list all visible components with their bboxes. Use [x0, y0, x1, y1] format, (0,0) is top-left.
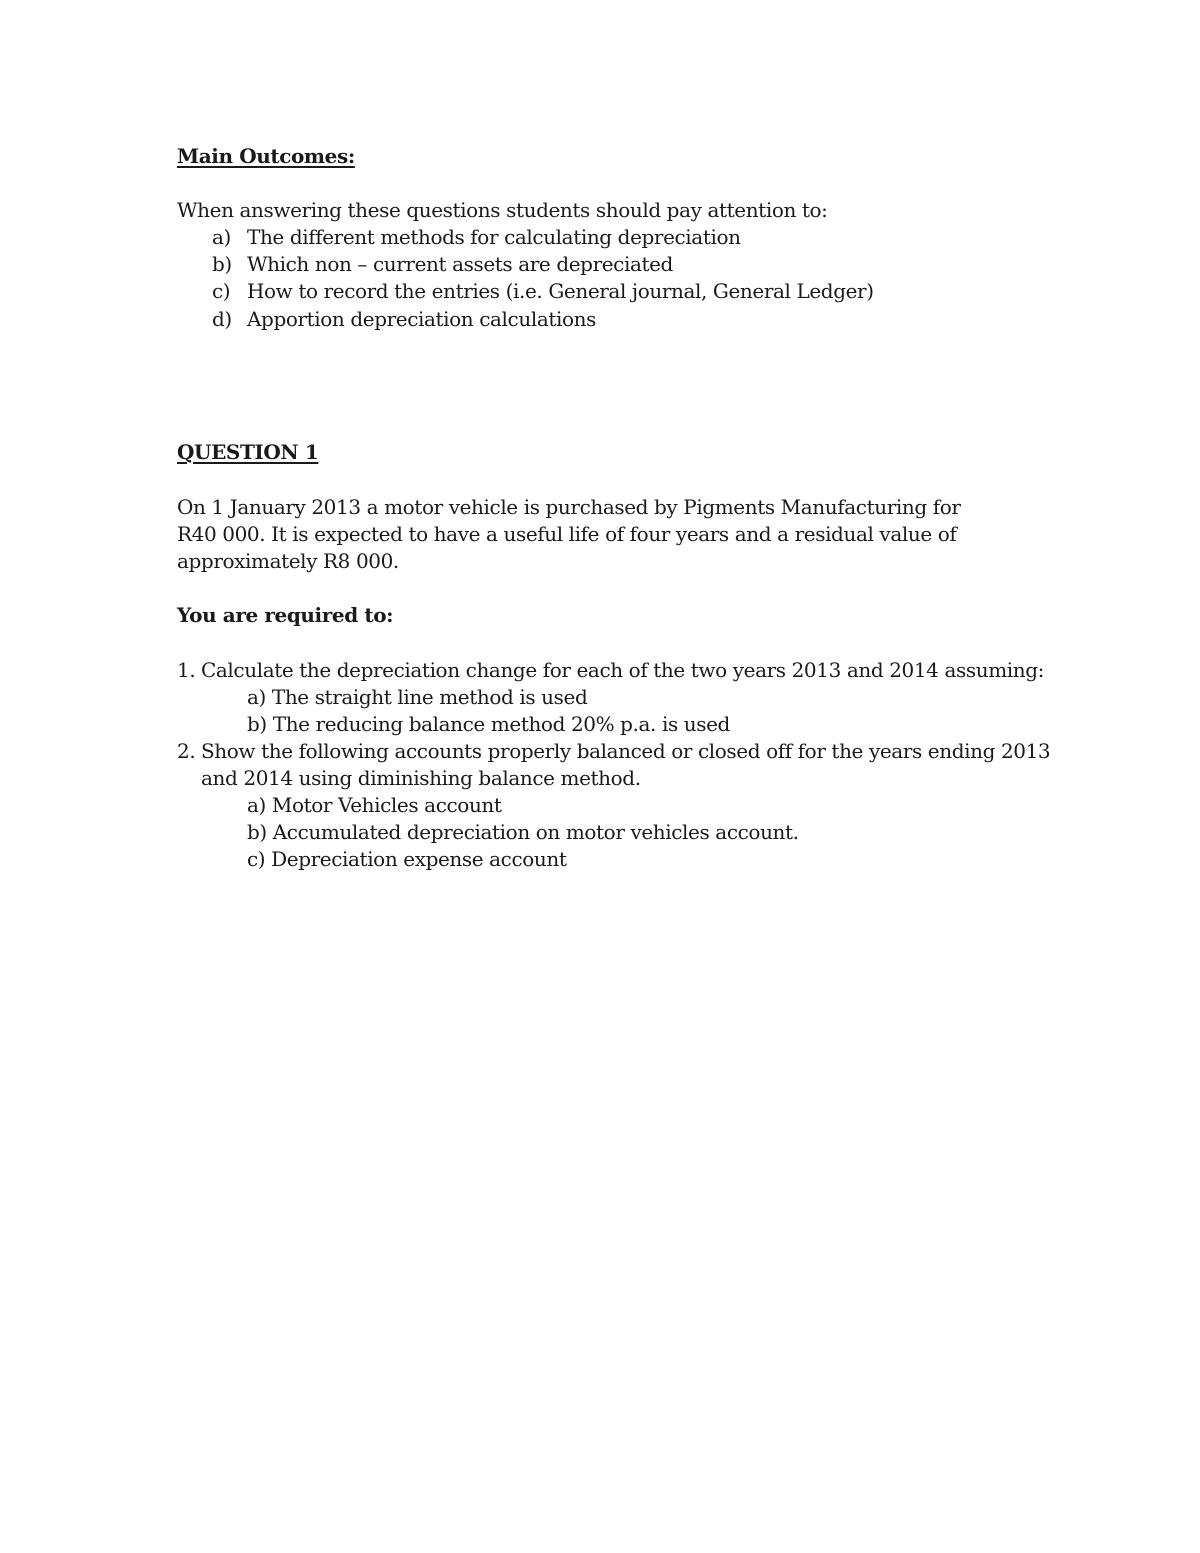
outcome-item-marker: b)	[212, 252, 232, 276]
outcome-item-text: Apportion depreciation calculations	[247, 307, 596, 331]
task-text: and 2014 using diminishing balance method.	[201, 766, 641, 790]
scenario-line: R40 000. It is expected to have a useful life of four years and a residual value of	[177, 522, 957, 546]
scenario-line: approximately R8 000.	[177, 549, 399, 573]
outcomes-heading: Main Outcomes:	[177, 144, 355, 168]
task-text: Calculate the depreciation change for each of the two years 2013 and 2014 assuming:	[201, 658, 1044, 682]
task-subitem: a) Motor Vehicles account	[247, 793, 502, 817]
task-marker: 2.	[177, 739, 196, 763]
outcome-item-marker: c)	[212, 279, 231, 303]
scenario-line: On 1 January 2013 a motor vehicle is purchased by Pigments Manufacturing for	[177, 495, 961, 519]
outcome-item-text: Which non – current assets are depreciated	[247, 252, 673, 276]
task-subitem: b) Accumulated depreciation on motor vehicles account.	[247, 820, 799, 844]
task-text: Show the following accounts properly balanced or closed off for the years ending 2013	[201, 739, 1051, 763]
task-marker: 1.	[177, 658, 196, 682]
outcome-item-marker: d)	[212, 307, 232, 331]
task-subitem: b) The reducing balance method 20% p.a. is used	[247, 712, 730, 736]
outcome-item-marker: a)	[212, 225, 231, 249]
outcomes-intro: When answering these questions students should pay attention to:	[177, 198, 828, 222]
task-subitem: c) Depreciation expense account	[247, 847, 567, 871]
task-subitem: a) The straight line method is used	[247, 685, 588, 709]
required-heading: You are required to:	[177, 603, 394, 627]
outcome-item-text: How to record the entries (i.e. General journal, General Ledger)	[247, 279, 874, 303]
question-heading: QUESTION 1	[177, 440, 319, 464]
outcome-item-text: The different methods for calculating depreciation	[247, 225, 741, 249]
